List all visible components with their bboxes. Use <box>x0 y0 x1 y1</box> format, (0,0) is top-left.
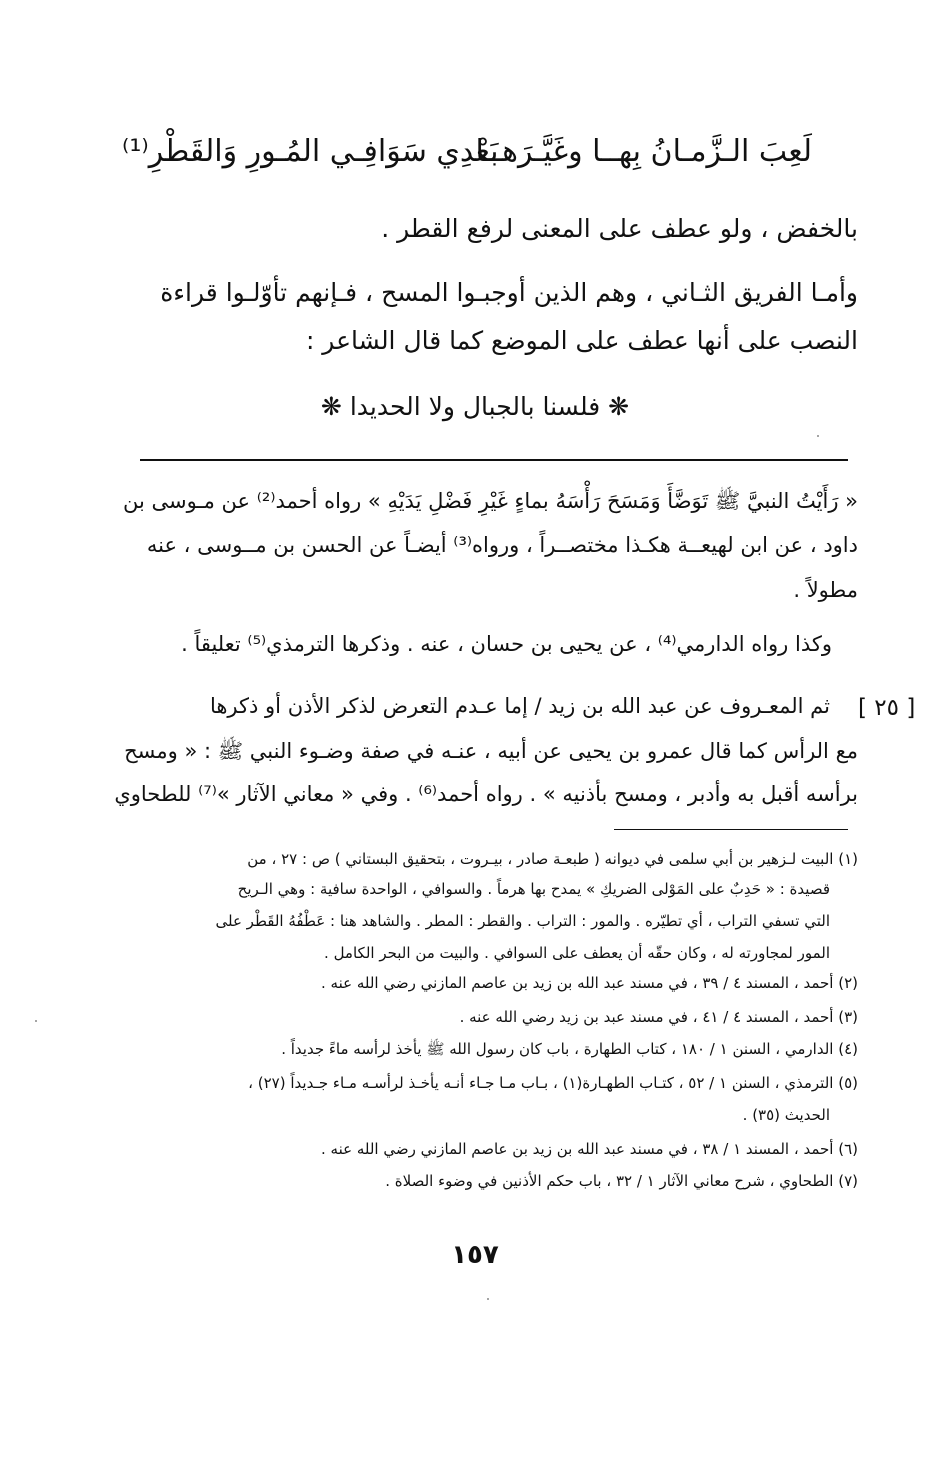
footnote-6: (٦) أحمد ، المسند ١ / ٣٨ ، في مسند عبد الله بن زيد بن عاصم المازني رضي الله عنه . <box>321 1140 858 1158</box>
footnote-1-cont: المور لمجاورته له ، وكان حقّه أن يعطف على السوافي . والبيت من البحر الكامل . <box>324 944 830 962</box>
footnote-3: (٣) أحمد ، المسند ٤ / ٤١ ، في مسند عبد بن زيد رضي الله عنه . <box>459 1008 858 1026</box>
hadith-line: داود ، عن ابن لهيعــة هكـذا مختصــراً ، ورواه⁽³⁾ أيضـاً عن الحسن بن مــوسى ، عنه <box>146 533 858 557</box>
body-line: بالخفض ، ولو عطف على المعنى لرفع القطر . <box>381 214 858 243</box>
section-divider <box>140 459 848 461</box>
scan-speck <box>487 1298 489 1300</box>
body-line: ثم المعـروف عن عبد الله بن زيد / إما عـدم التعرض لذكر الأذن أو ذكرها <box>209 694 830 718</box>
body-line: وأمـا الفريق الثـاني ، وهم الذين أوجبـوا المسح ، فـإنهم تأوّلـوا قراءة <box>160 278 858 307</box>
hadith-line: وكذا رواه الدارمي⁽⁴⁾ ، عن يحيى بن حسان ، عنه . وذكرها الترمذي⁽⁵⁾ تعليقاً . <box>181 632 832 656</box>
footnote-5: (٥) الترمذي ، السنن ١ / ٥٢ ، كتـاب الطهـارة(١) ، بـاب مـا جـاء أنـه يأخـذ لرأسـه مـاء جـديداً (٢٧) ، <box>248 1074 858 1092</box>
footnote-1-cont: قصيدة : « حَدِبٌ على المَوْلى الضريكِ » يمدح بها هرماً . والسوافي ، الواحدة سافية : وهي الـريح <box>237 880 830 898</box>
body-line: برأسه أقبل به وأدبر ، ومسح بأذنيه » . رواه أحمد⁽⁶⁾ . وفي « معاني الآثار »⁽⁷⁾ للطحاوي <box>114 782 858 806</box>
poetry-verse <box>122 134 812 184</box>
footnote-4: (٤) الدارمي ، السنن ١ / ١٨٠ ، كتاب الطهارة ، باب كان رسول الله ﷺ يأخذ لرأسه ماءً جديداً . <box>281 1040 858 1058</box>
body-line: النصب على أنها عطف على الموضع كما قال الشاعر : <box>305 326 858 355</box>
verse-second-hemistich: بَعْدِي سَوَافِـي المُـورِ وَالقَطْرِ⁽¹⁾ <box>122 134 499 169</box>
hadith-line: « رَأَيْتُ النبيَّ ﷺ تَوَضَّأَ وَمَسَحَ رَأْسَهُ بماءٍ غَيْرِ فَضْلِ يَدَيْهِ » رواه أحمد⁽²⁾ عن مـوسى بن <box>123 489 858 513</box>
scan-speck <box>817 435 819 437</box>
quoted-verse: ❋ فلسنا بالجبال ولا الحديدا ❋ <box>320 392 630 421</box>
footnote-divider <box>614 829 848 830</box>
footnote-1-cont: التي تسفي التراب ، أي تطيّره . والمور : التراب . والقطر : المطر . والشاهد هنا : عَطْفُهُ القَطْر على <box>215 912 830 930</box>
hadith-line: مطولاً . <box>793 578 858 602</box>
margin-page-reference: [ ٢٥ ] <box>858 695 916 721</box>
footnote-1: (١) البيت لـزهير بن أبي سلمى في ديوانه ( طبعـة صادر ، بيـروت ، بتحقيق البستاني ) ص : ٢٧ ، من <box>247 850 858 868</box>
footnote-5-cont: الحديث (٣٥) . <box>742 1106 830 1124</box>
footnote-2: (٢) أحمد ، المسند ٤ / ٣٩ ، في مسند عبد الله بن زيد بن عاصم المازني رضي الله عنه . <box>321 974 858 992</box>
scan-speck <box>35 1020 37 1022</box>
body-line: مع الرأس كما قال عمرو بن يحيى عن أبيه ، عنـه في صفة وضـوء النبي ﷺ : « ومسح <box>124 739 858 763</box>
page-number: ١٥٧ <box>451 1240 499 1270</box>
footnote-7: (٧) الطحاوي ، شرح معاني الآثار ١ / ٣٢ ، باب حكم الأذنين في وضوء الصلاة . <box>385 1172 858 1190</box>
verse-first-hemistich: لَعِبَ الـزَّمـانُ بِهــا وغَيَّـرَهــا <box>475 134 812 169</box>
